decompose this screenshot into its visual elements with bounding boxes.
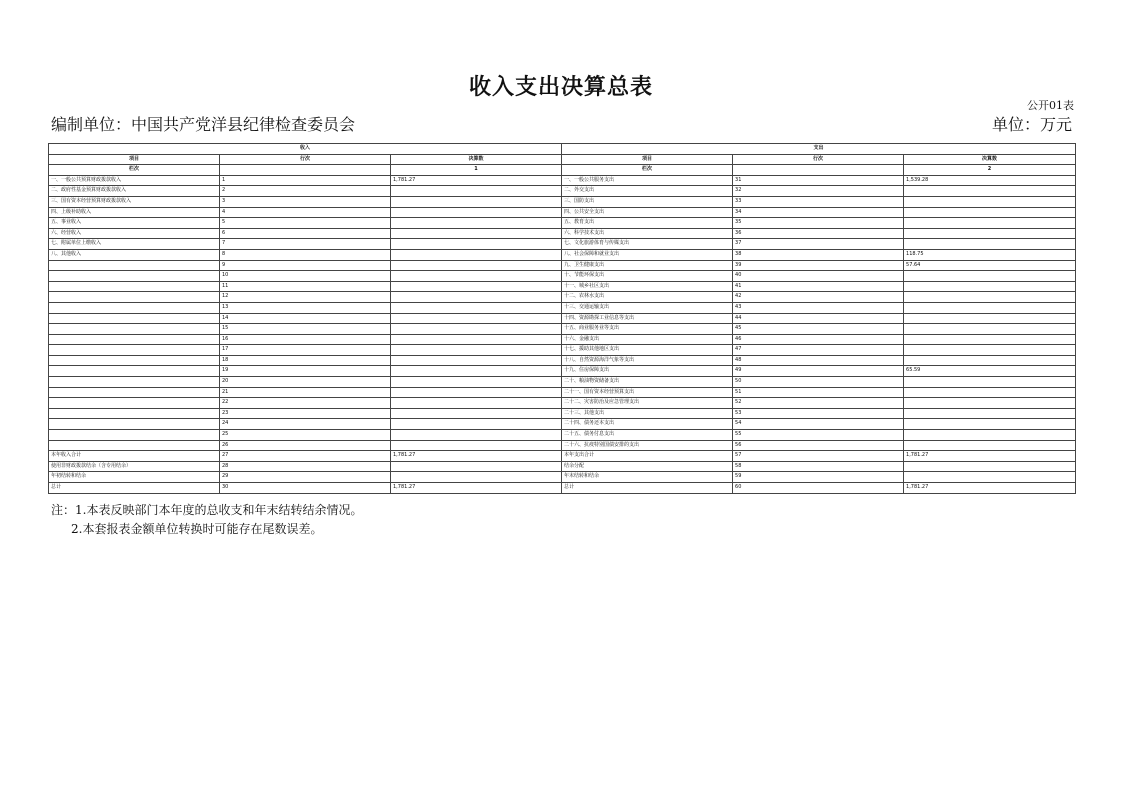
table-cell: 六、科学技术支出 xyxy=(562,228,733,239)
table-cell xyxy=(904,461,1076,472)
table-cell: 26 xyxy=(220,440,391,451)
table-cell: 二十五、债务付息支出 xyxy=(562,430,733,441)
table-cell: 十、节能环保支出 xyxy=(562,271,733,282)
table-cell xyxy=(904,472,1076,483)
table-cell: 60 xyxy=(733,483,904,494)
table-cell xyxy=(49,292,220,303)
table-cell xyxy=(904,324,1076,335)
section-header-row xyxy=(49,144,1076,155)
table-cell: 二十六、抗疫特别国债安排的支出 xyxy=(562,440,733,451)
table-cell xyxy=(391,228,562,239)
table-cell xyxy=(49,377,220,388)
table-cell: 14 xyxy=(220,313,391,324)
table-cell: 十三、交通运输支出 xyxy=(562,302,733,313)
table-cell: 42 xyxy=(733,292,904,303)
table-cell xyxy=(49,398,220,409)
table-cell: 十四、资源勘探工业信息等支出 xyxy=(562,313,733,324)
table-row xyxy=(49,228,1076,239)
table-cell: 49 xyxy=(733,366,904,377)
table-cell xyxy=(391,419,562,430)
table-cell: 38 xyxy=(733,249,904,260)
table-cell: 54 xyxy=(733,419,904,430)
table-cell: 65.59 xyxy=(904,366,1076,377)
table-cell: 七、文化旅游体育与传媒支出 xyxy=(562,239,733,250)
table-cell: 39 xyxy=(733,260,904,271)
table-cell: 53 xyxy=(733,408,904,419)
footnote-1: 注：1.本表反映部门本年度的总收支和年末结转结余情况。 xyxy=(51,503,363,517)
table-cell: 32 xyxy=(733,186,904,197)
table-cell: 52 xyxy=(733,398,904,409)
column-index xyxy=(220,165,391,176)
table-cell: 40 xyxy=(733,271,904,282)
table-cell: 总计 xyxy=(562,483,733,494)
table-cell: 1,539.28 xyxy=(904,175,1076,186)
table-cell: 总计 xyxy=(49,483,220,494)
table-cell: 四、公共安全支出 xyxy=(562,207,733,218)
table-row xyxy=(49,334,1076,345)
table-cell xyxy=(391,334,562,345)
table-cell: 八、其他收入 xyxy=(49,249,220,260)
table-cell: 56 xyxy=(733,440,904,451)
table-row xyxy=(49,451,1076,462)
table-cell: 三、国有资本经营预算财政拨款收入 xyxy=(49,196,220,207)
table-row xyxy=(49,366,1076,377)
table-cell: 本年支出合计 xyxy=(562,451,733,462)
table-cell xyxy=(391,461,562,472)
table-cell: 一、一般公共服务支出 xyxy=(562,175,733,186)
table-cell xyxy=(391,408,562,419)
organization-label: 编制单位：中国共产党洋县纪律检查委员会 xyxy=(51,115,356,134)
table-row xyxy=(49,302,1076,313)
table-cell xyxy=(391,430,562,441)
table-cell: 十八、自然资源海洋气象等支出 xyxy=(562,355,733,366)
table-cell xyxy=(904,387,1076,398)
table-row xyxy=(49,355,1076,366)
table-cell xyxy=(904,292,1076,303)
table-cell: 41 xyxy=(733,281,904,292)
table-cell xyxy=(49,345,220,356)
table-cell xyxy=(904,313,1076,324)
table-cell: 结余分配 xyxy=(562,461,733,472)
table-cell: 3 xyxy=(220,196,391,207)
column-index-row xyxy=(49,165,1076,176)
table-cell xyxy=(904,281,1076,292)
table-cell: 11 xyxy=(220,281,391,292)
table-cell: 二、外交支出 xyxy=(562,186,733,197)
table-row xyxy=(49,430,1076,441)
table-cell: 21 xyxy=(220,387,391,398)
table-cell xyxy=(391,292,562,303)
table-cell: 四、上级补助收入 xyxy=(49,207,220,218)
column-header: 项目 xyxy=(562,154,733,165)
table-row xyxy=(49,292,1076,303)
table-cell xyxy=(49,302,220,313)
table-cell: 35 xyxy=(733,218,904,229)
column-index: 栏次 xyxy=(562,165,733,176)
table-row xyxy=(49,419,1076,430)
table-cell xyxy=(49,324,220,335)
column-index: 2 xyxy=(904,165,1076,176)
table-cell: 五、事业收入 xyxy=(49,218,220,229)
table-cell: 1,781.27 xyxy=(391,483,562,494)
table-row xyxy=(49,440,1076,451)
table-cell xyxy=(391,377,562,388)
table-cell: 29 xyxy=(220,472,391,483)
table-cell xyxy=(904,207,1076,218)
table-cell: 19 xyxy=(220,366,391,377)
table-cell xyxy=(904,419,1076,430)
table-cell: 使用非财政拨款结余（含专用结余） xyxy=(49,461,220,472)
table-cell xyxy=(391,366,562,377)
table-cell: 51 xyxy=(733,387,904,398)
table-cell: 二十二、灾害防治及应急管理支出 xyxy=(562,398,733,409)
table-cell: 十七、援助其他地区支出 xyxy=(562,345,733,356)
column-header: 行次 xyxy=(733,154,904,165)
table-row xyxy=(49,345,1076,356)
income-section-header: 收入 xyxy=(49,144,562,155)
table-row xyxy=(49,271,1076,282)
form-code: 公开01表 xyxy=(1027,99,1074,112)
table-cell: 十六、金融支出 xyxy=(562,334,733,345)
table-row xyxy=(49,207,1076,218)
table-cell xyxy=(904,334,1076,345)
table-cell: 23 xyxy=(220,408,391,419)
table-cell: 七、附属单位上缴收入 xyxy=(49,239,220,250)
table-cell: 9 xyxy=(220,260,391,271)
table-row xyxy=(49,313,1076,324)
table-cell xyxy=(391,440,562,451)
table-row xyxy=(49,324,1076,335)
table-row xyxy=(49,186,1076,197)
table-cell: 20 xyxy=(220,377,391,388)
footnotes xyxy=(51,501,362,539)
table-cell xyxy=(904,430,1076,441)
table-cell xyxy=(904,345,1076,356)
table-cell: 年初结转和结余 xyxy=(49,472,220,483)
table-cell: 7 xyxy=(220,239,391,250)
table-cell: 1,781.27 xyxy=(391,175,562,186)
table-cell: 30 xyxy=(220,483,391,494)
table-cell xyxy=(904,271,1076,282)
table-cell: 47 xyxy=(733,345,904,356)
table-cell: 12 xyxy=(220,292,391,303)
table-cell xyxy=(391,218,562,229)
table-cell xyxy=(391,324,562,335)
table-cell: 55 xyxy=(733,430,904,441)
table-cell: 1,781.27 xyxy=(904,483,1076,494)
table-cell xyxy=(904,377,1076,388)
table-cell xyxy=(391,186,562,197)
table-cell: 50 xyxy=(733,377,904,388)
table-cell xyxy=(904,228,1076,239)
table-cell xyxy=(391,249,562,260)
table-cell: 44 xyxy=(733,313,904,324)
table-cell xyxy=(391,398,562,409)
table-row xyxy=(49,260,1076,271)
table-cell: 10 xyxy=(220,271,391,282)
column-header: 行次 xyxy=(220,154,391,165)
table-cell: 17 xyxy=(220,345,391,356)
table-cell: 57 xyxy=(733,451,904,462)
table-cell xyxy=(49,355,220,366)
table-cell xyxy=(49,334,220,345)
table-cell: 二十三、其他支出 xyxy=(562,408,733,419)
table-cell xyxy=(391,345,562,356)
table-cell: 31 xyxy=(733,175,904,186)
table-cell: 37 xyxy=(733,239,904,250)
table-cell xyxy=(49,260,220,271)
income-expense-table xyxy=(48,143,1076,494)
table-cell: 年末结转和结余 xyxy=(562,472,733,483)
table-cell xyxy=(904,186,1076,197)
unit-label: 单位：万元 xyxy=(991,115,1072,134)
table-cell: 118.75 xyxy=(904,249,1076,260)
table-cell xyxy=(391,207,562,218)
table-cell xyxy=(904,355,1076,366)
table-cell: 二十四、债务还本支出 xyxy=(562,419,733,430)
table-row xyxy=(49,218,1076,229)
column-header: 决算数 xyxy=(904,154,1076,165)
table-cell xyxy=(49,281,220,292)
table-cell xyxy=(904,408,1076,419)
table-cell: 本年收入合计 xyxy=(49,451,220,462)
table-cell xyxy=(49,313,220,324)
table-cell: 45 xyxy=(733,324,904,335)
column-header: 项目 xyxy=(49,154,220,165)
table-row xyxy=(49,461,1076,472)
table-cell: 46 xyxy=(733,334,904,345)
table-cell xyxy=(904,218,1076,229)
table-row xyxy=(49,387,1076,398)
table-cell: 5 xyxy=(220,218,391,229)
table-cell xyxy=(904,398,1076,409)
column-header: 决算数 xyxy=(391,154,562,165)
table-cell: 34 xyxy=(733,207,904,218)
table-cell xyxy=(904,196,1076,207)
table-cell: 33 xyxy=(733,196,904,207)
column-index xyxy=(733,165,904,176)
table-cell: 十九、住房保障支出 xyxy=(562,366,733,377)
table-cell: 二、政府性基金预算财政拨款收入 xyxy=(49,186,220,197)
table-cell xyxy=(49,271,220,282)
table-cell: 6 xyxy=(220,228,391,239)
table-cell: 28 xyxy=(220,461,391,472)
table-cell: 48 xyxy=(733,355,904,366)
column-index: 栏次 xyxy=(49,165,220,176)
table-cell: 1,781.27 xyxy=(391,451,562,462)
report-title: 收入支出决算总表 xyxy=(468,74,653,100)
table-cell: 43 xyxy=(733,302,904,313)
table-cell xyxy=(49,430,220,441)
table-cell xyxy=(49,408,220,419)
table-cell xyxy=(391,239,562,250)
table-row xyxy=(49,408,1076,419)
table-cell: 58 xyxy=(733,461,904,472)
table-cell xyxy=(391,387,562,398)
table-cell: 八、社会保障和就业支出 xyxy=(562,249,733,260)
table-cell xyxy=(391,260,562,271)
table-cell: 2 xyxy=(220,186,391,197)
table-cell: 1,781.27 xyxy=(904,451,1076,462)
table-cell: 十五、商业服务业等支出 xyxy=(562,324,733,335)
footnote-2: 2.本套报表金额单位转换时可能存在尾数误差。 xyxy=(71,522,323,536)
table-cell xyxy=(391,281,562,292)
table-cell: 16 xyxy=(220,334,391,345)
table-cell: 15 xyxy=(220,324,391,335)
table-cell: 五、教育支出 xyxy=(562,218,733,229)
table-cell xyxy=(904,302,1076,313)
table-cell: 22 xyxy=(220,398,391,409)
table-cell: 13 xyxy=(220,302,391,313)
table-cell: 三、国防支出 xyxy=(562,196,733,207)
table-cell: 九、卫生健康支出 xyxy=(562,260,733,271)
table-cell: 二十一、国有资本经营预算支出 xyxy=(562,387,733,398)
table-row xyxy=(49,281,1076,292)
table-cell xyxy=(49,419,220,430)
table-cell: 二十、粮油物资储备支出 xyxy=(562,377,733,388)
column-header-row xyxy=(49,154,1076,165)
table-cell xyxy=(49,387,220,398)
table-row xyxy=(49,175,1076,186)
table-cell xyxy=(49,440,220,451)
table-cell xyxy=(391,355,562,366)
table-cell xyxy=(391,313,562,324)
table-cell xyxy=(904,440,1076,451)
table-cell xyxy=(391,472,562,483)
table-cell: 六、经营收入 xyxy=(49,228,220,239)
table-cell: 36 xyxy=(733,228,904,239)
table-cell xyxy=(391,196,562,207)
column-index: 1 xyxy=(391,165,562,176)
table-cell: 24 xyxy=(220,419,391,430)
table-cell xyxy=(904,239,1076,250)
table-row xyxy=(49,196,1076,207)
table-cell: 一、一般公共预算财政拨款收入 xyxy=(49,175,220,186)
table-row xyxy=(49,472,1076,483)
table-row xyxy=(49,249,1076,260)
table-cell xyxy=(391,302,562,313)
table-cell: 59 xyxy=(733,472,904,483)
table-cell: 十二、农林水支出 xyxy=(562,292,733,303)
table-cell: 57.64 xyxy=(904,260,1076,271)
table-cell: 25 xyxy=(220,430,391,441)
table-cell: 1 xyxy=(220,175,391,186)
table-cell: 27 xyxy=(220,451,391,462)
table-cell: 8 xyxy=(220,249,391,260)
table-row xyxy=(49,239,1076,250)
table-row xyxy=(49,483,1076,494)
table-row xyxy=(49,398,1076,409)
expense-section-header: 支出 xyxy=(562,144,1076,155)
table-cell xyxy=(391,271,562,282)
table-cell xyxy=(49,366,220,377)
table-cell: 4 xyxy=(220,207,391,218)
table-cell: 十一、城乡社区支出 xyxy=(562,281,733,292)
table-cell: 18 xyxy=(220,355,391,366)
table-row xyxy=(49,377,1076,388)
